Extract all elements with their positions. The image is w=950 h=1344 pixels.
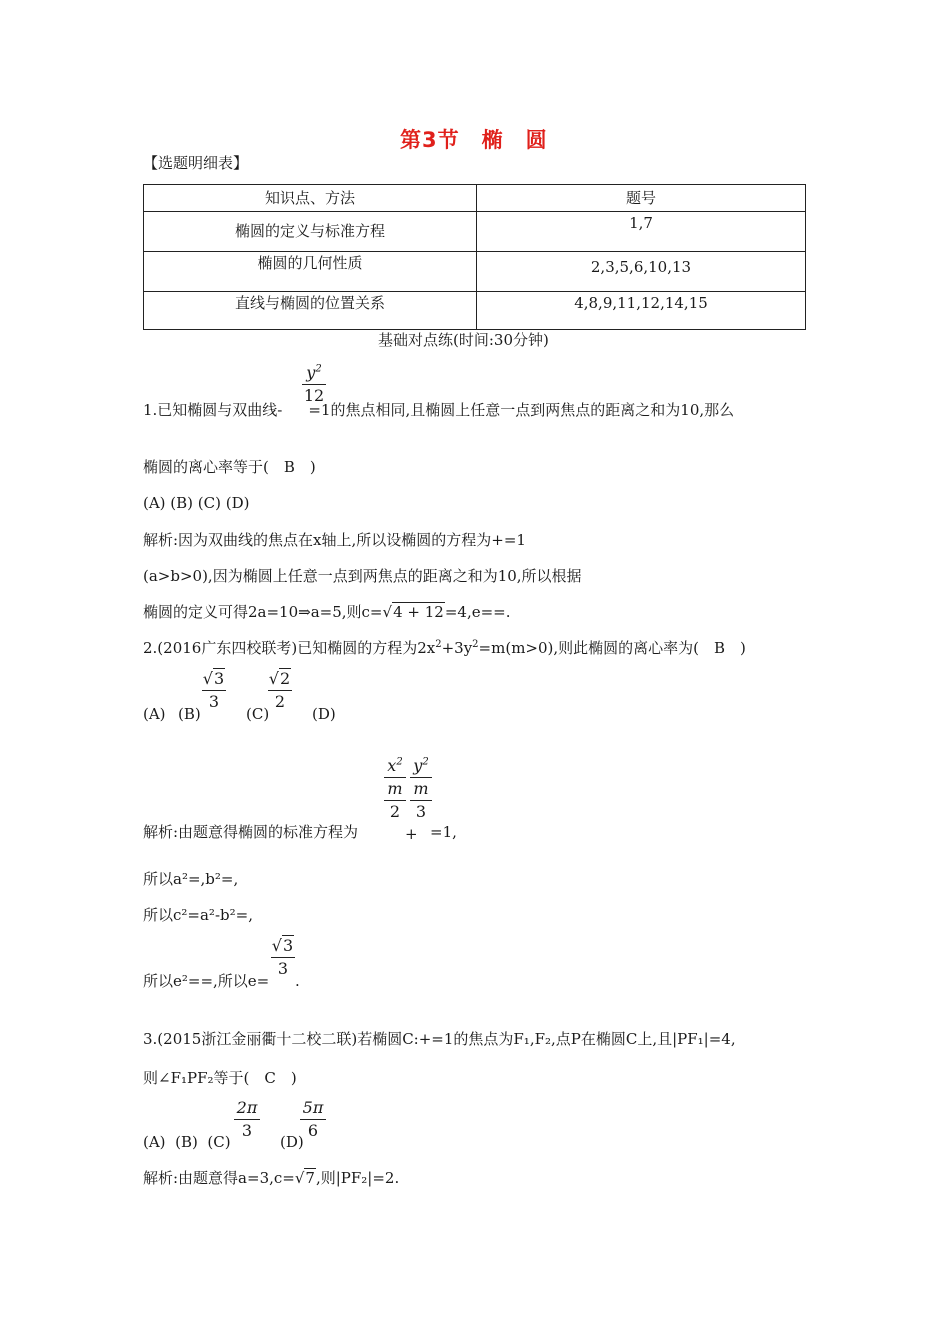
q2-solution-4: 所以e²==,所以e= xyxy=(143,972,270,990)
q2-f1-top: x xyxy=(387,756,397,775)
q3-opt-b-label: (B) xyxy=(175,1133,198,1151)
q3-opt-a-label: (A) xyxy=(143,1133,166,1151)
table-row xyxy=(144,292,806,330)
q3-d-den: 6 xyxy=(307,1121,319,1140)
q1-sol3-b: =4,e==. xyxy=(444,603,511,621)
q2-opt-a: (A) xyxy=(143,705,166,723)
q2-c-den: 2 xyxy=(274,692,286,711)
q1-sol3-a: 椭圆的定义可得2a=10⇒a=5,则c= xyxy=(143,603,383,621)
plus-sign: + xyxy=(405,825,418,843)
q2-sol-fraction-x: $x^2$ m 2 xyxy=(384,756,406,822)
q3-c-den: 3 xyxy=(241,1121,253,1140)
q3-sol-b: ,则|PF₂|=2. xyxy=(315,1169,400,1187)
topic-table xyxy=(143,184,806,330)
q1-text-a: 1.已知椭圆与双曲线- xyxy=(143,401,283,419)
table-row xyxy=(144,252,806,292)
sqrt-symbol: √7 xyxy=(294,1169,315,1187)
q1-options: (A) (B) (C) (D) xyxy=(143,494,250,512)
table-cell-topic: 直线与椭圆的位置关系 xyxy=(144,292,477,330)
q3-sol-rad: 7 xyxy=(305,1169,315,1187)
q2-e-fraction: √3 3 xyxy=(271,936,294,978)
q1-text-b: =1的焦点相同,且椭圆上任意一点到两焦点的距离之和为10,那么 xyxy=(308,401,735,419)
period: . xyxy=(295,972,300,990)
q2-opt-d: (D) xyxy=(312,705,336,723)
q2-f2-mid: m xyxy=(413,779,429,798)
q2-text-c: =m(m>0),则此椭圆的离心率为( B ) xyxy=(478,639,746,657)
q1-fraction: $y^2$ 12 xyxy=(303,363,325,405)
q3-opt-d: (D) xyxy=(280,1133,304,1151)
q1-line2: 椭圆的离心率等于( B ) xyxy=(143,458,316,476)
q2-line1: 2.(2016广东四校联考)已知椭圆的方程为$2x^2+3y^2=m(m>0)$,则此椭圆的离心率为( B ) xyxy=(143,639,746,657)
q2-f1-mid: m xyxy=(387,779,403,798)
q3-d-num: 5π xyxy=(302,1098,324,1117)
q3-opt-a xyxy=(143,1132,231,1152)
q1-frac-den: 12 xyxy=(303,386,325,405)
table-row xyxy=(144,212,806,252)
q2-c-fraction: √2 2 xyxy=(268,669,291,711)
q2-solution-1: 解析:由题意得椭圆的标准方程为 xyxy=(143,823,359,841)
q3-c-num: 2π xyxy=(236,1098,258,1117)
q1-solution-2: (a>b>0),因为椭圆上任意一点到两焦点的距离之和为10,所以根据 xyxy=(143,567,582,585)
q2-c-rad: 2 xyxy=(280,669,291,688)
page-title: 第3节 椭 圆 xyxy=(400,128,548,152)
sqrt-symbol: √4 + 12 xyxy=(382,603,444,621)
q1-frac-num: y xyxy=(306,363,316,382)
q2-b-rad: 3 xyxy=(214,669,225,688)
q3-opt-c-label: (C) xyxy=(207,1133,231,1151)
q3-c-fraction xyxy=(234,1098,260,1141)
q3-solution xyxy=(143,1168,399,1188)
q1-sol3-radicand: 4 + 12 xyxy=(393,603,444,621)
q3-line1: 3.(2015浙江金丽衢十二校二联)若椭圆C:+=1的焦点为F₁,F₂,点P在椭圆C上,且|PF₁|=4, xyxy=(143,1030,736,1048)
table-cell-topic: 椭圆的定义与标准方程 xyxy=(144,212,477,252)
table-cell-topic: 椭圆的几何性质 xyxy=(144,252,477,292)
q2-opt-b: (B) xyxy=(178,705,201,723)
q2-b-fraction: √3 3 xyxy=(202,669,225,711)
table-header-topic: 知识点、方法 xyxy=(144,185,477,212)
q3-sol-a: 解析:由题意得a=3,c= xyxy=(143,1169,295,1187)
q2-solution-1-end: =1, xyxy=(430,823,457,841)
q2-text-a: 2.(2016广东四校联考)已知椭圆的方程为2x xyxy=(143,639,436,657)
q2-e-rad: 3 xyxy=(283,936,294,955)
q2-opt-c: (C) xyxy=(246,705,270,723)
q2-f2-top: y xyxy=(413,756,423,775)
q3-d-fraction xyxy=(300,1098,326,1141)
q3-line2: 则∠F₁PF₂等于( C ) xyxy=(143,1069,297,1087)
table-cell-number: 2,3,5,6,10,13 xyxy=(477,252,806,292)
q2-text-b: +3y xyxy=(441,639,473,657)
q2-f1-bot: 2 xyxy=(389,802,401,821)
q2-solution-3: 所以c²=a²-b²=, xyxy=(143,906,253,924)
table-cell-number: 1,7 xyxy=(477,212,806,252)
table-header-number: 题号 xyxy=(477,185,806,212)
q1-line1 xyxy=(143,400,734,420)
table-heading: 【选题明细表】 xyxy=(143,154,249,172)
q1-solution-3 xyxy=(143,602,511,622)
q2-solution-2: 所以a²=,b²=, xyxy=(143,870,239,888)
table-header-row xyxy=(144,185,806,212)
q2-e-den: 3 xyxy=(277,959,289,978)
q2-f2-bot: 3 xyxy=(415,802,427,821)
q2-sol-fraction-y: $y^2$ m 3 xyxy=(410,756,432,822)
q2-b-den: 3 xyxy=(208,692,220,711)
table-cell-number: 4,8,9,11,12,14,15 xyxy=(477,292,806,330)
section-heading: 基础对点练(时间:30分钟) xyxy=(378,331,549,349)
q1-solution-1: 解析:因为双曲线的焦点在x轴上,所以设椭圆的方程为+=1 xyxy=(143,531,526,549)
